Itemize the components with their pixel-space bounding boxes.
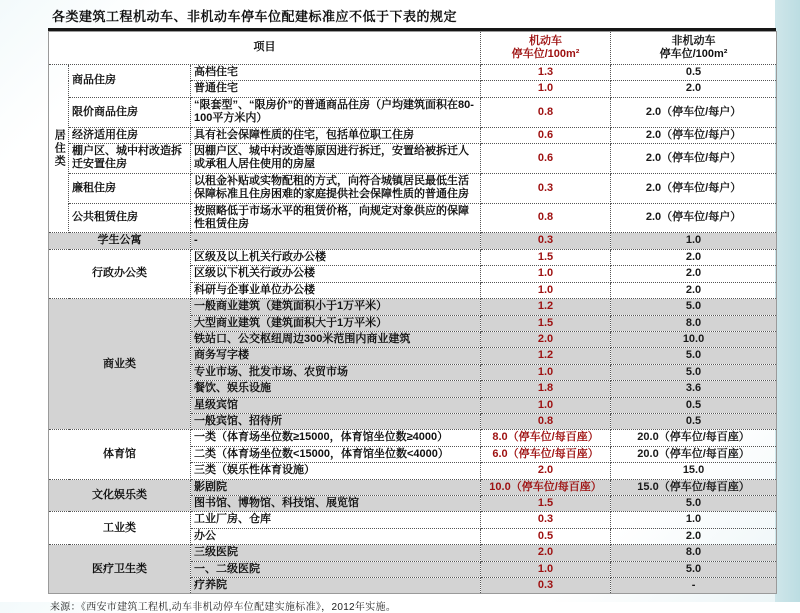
motor-value-cell: 0.6: [481, 144, 611, 174]
nonmotor-value-cell: 5.0: [611, 561, 777, 577]
item-desc-cell: 铁站口、公交枢纽周边300米范围内商业建筑: [191, 331, 481, 347]
motor-value-cell: 0.5: [481, 528, 611, 544]
nonmotor-value-cell: 2.0: [611, 266, 777, 282]
nonmotor-value-cell: 2.0（停车位/每户）: [611, 97, 777, 127]
item-desc-cell: -: [191, 233, 481, 249]
motor-value-cell: 1.2: [481, 299, 611, 315]
item-desc-cell: “限套型”、“限房价”的普通商品住房（户均建筑面积在80-100平方米内）: [191, 97, 481, 127]
nonmotor-value-cell: 1.0: [611, 512, 777, 528]
item-desc-cell: 因棚户区、城中村改造等原因进行拆迁，安置给被拆迁人或承租人居住使用的房屋: [191, 144, 481, 174]
item-desc-cell: 一般商业建筑（建筑面积小于1万平米）: [191, 299, 481, 315]
motor-value-cell: 2.0: [481, 545, 611, 561]
table-header-project: 项目: [49, 32, 481, 65]
nonmotor-value-cell: 5.0: [611, 495, 777, 511]
nonmotor-value-cell: 2.0: [611, 249, 777, 265]
nonmotor-value-cell: 3.6: [611, 381, 777, 397]
item-desc-cell: 区级及以上机关行政办公楼: [191, 249, 481, 265]
item-desc-cell: 图书馆、博物馆、科技馆、展览馆: [191, 495, 481, 511]
table-header-row: [49, 32, 777, 65]
category-cell: 工业类: [49, 512, 191, 545]
category-cell: 体育馆: [49, 430, 191, 479]
table-row: [49, 203, 777, 233]
item-desc-cell: 商务写字楼: [191, 348, 481, 364]
category-cell: 医疗卫生类: [49, 545, 191, 594]
nonmotor-value-cell: 8.0: [611, 315, 777, 331]
nonmotor-value-cell: 2.0（停车位/每户）: [611, 144, 777, 174]
nonmotor-value-cell: 0.5: [611, 65, 777, 81]
item-desc-cell: 星级宾馆: [191, 397, 481, 413]
nonmotor-value-cell: -: [611, 578, 777, 594]
item-desc-cell: 一类（体育场坐位数≥15000，体育馆坐位数≥4000）: [191, 430, 481, 446]
motor-header-title: 机动车: [529, 34, 563, 47]
table-row: [49, 479, 777, 495]
motor-value-cell: 0.3: [481, 512, 611, 528]
motor-value-cell: 1.5: [481, 315, 611, 331]
nonmotor-header-title: 非机动车: [671, 34, 716, 47]
table-row: [49, 65, 777, 81]
table-row: [49, 299, 777, 315]
motor-value-cell: 2.0: [481, 463, 611, 479]
item-desc-cell: 餐饮、娱乐设施: [191, 381, 481, 397]
nonmotor-value-cell: 0.5: [611, 397, 777, 413]
nonmotor-value-cell: 15.0: [611, 463, 777, 479]
item-desc-cell: 二类（体育场坐位数<15000，体育馆坐位数<4000）: [191, 446, 481, 462]
motor-value-cell: 0.8: [481, 97, 611, 127]
motor-value-cell: 1.0: [481, 266, 611, 282]
parking-standards-table: [48, 31, 777, 594]
category-cell: 行政办公类: [49, 249, 191, 298]
item-desc-cell: 专业市场、批发市场、农贸市场: [191, 364, 481, 380]
motor-value-cell: 1.3: [481, 65, 611, 81]
table-row: [49, 430, 777, 446]
category-cell: 学生公寓: [49, 233, 191, 249]
item-desc-cell: 影剧院: [191, 479, 481, 495]
nonmotor-value-cell: 8.0: [611, 545, 777, 561]
nonmotor-value-cell: 0.5: [611, 413, 777, 429]
nonmotor-value-cell: 15.0（停车位/每百座）: [611, 479, 777, 495]
nonmotor-value-cell: 2.0（停车位/每户）: [611, 203, 777, 233]
table-row: [49, 249, 777, 265]
category-cell: 文化娱乐类: [49, 479, 191, 512]
motor-value-cell: 2.0: [481, 331, 611, 347]
table-row: [49, 233, 777, 249]
motor-value-cell: 10.0（停车位/每百座）: [481, 479, 611, 495]
nonmotor-value-cell: 5.0: [611, 299, 777, 315]
table-row: [49, 173, 777, 203]
subcategory-cell: 经济适用住房: [69, 127, 191, 143]
motor-value-cell: 1.5: [481, 249, 611, 265]
nonmotor-header-unit: 停车位/100m²: [659, 48, 728, 60]
item-desc-cell: 具有社会保障性质的住宅，包括单位职工住房: [191, 127, 481, 143]
item-desc-cell: 疗养院: [191, 578, 481, 594]
table-row: [49, 97, 777, 127]
standards-table-body: [49, 65, 777, 594]
nonmotor-value-cell: 20.0（停车位/每百座）: [611, 446, 777, 462]
motor-value-cell: 1.0: [481, 282, 611, 298]
motor-header-unit: 停车位/100m²: [511, 48, 580, 60]
item-desc-cell: 以租金补贴或实物配租的方式，向符合城镇居民最低生活保障标准且住房困难的家庭提供社会保障性质的普通住房: [191, 173, 481, 203]
nonmotor-value-cell: 1.0: [611, 233, 777, 249]
nonmotor-value-cell: 20.0（停车位/每百座）: [611, 430, 777, 446]
motor-value-cell: 1.8: [481, 381, 611, 397]
item-desc-cell: 区级以下机关行政办公楼: [191, 266, 481, 282]
item-desc-cell: 办公: [191, 528, 481, 544]
item-desc-cell: 一般宾馆、招待所: [191, 413, 481, 429]
table-header-motor: [481, 32, 611, 65]
item-desc-cell: 一、二级医院: [191, 561, 481, 577]
motor-value-cell: 0.8: [481, 203, 611, 233]
motor-value-cell: 0.3: [481, 173, 611, 203]
motor-value-cell: 0.3: [481, 578, 611, 594]
subcategory-cell: 公共租赁住房: [69, 203, 191, 233]
category-cell: 商业类: [49, 299, 191, 430]
motor-value-cell: 1.0: [481, 561, 611, 577]
item-desc-cell: 工业厂房、仓库: [191, 512, 481, 528]
nonmotor-value-cell: 10.0: [611, 331, 777, 347]
slide-title: 各类建筑工程机动车、非机动车停车位配建标准应不低于下表的规定: [48, 4, 776, 31]
subcategory-cell: 廉租住房: [69, 173, 191, 203]
item-desc-cell: 普通住宅: [191, 81, 481, 97]
nonmotor-value-cell: 5.0: [611, 364, 777, 380]
table-row: [49, 144, 777, 174]
motor-value-cell: 1.0: [481, 397, 611, 413]
motor-value-cell: 8.0（停车位/每百座）: [481, 430, 611, 446]
nonmotor-value-cell: 5.0: [611, 348, 777, 364]
nonmotor-value-cell: 2.0（停车位/每户）: [611, 173, 777, 203]
subcategory-cell: 限价商品住房: [69, 97, 191, 127]
nonmotor-value-cell: 2.0: [611, 528, 777, 544]
motor-value-cell: 1.0: [481, 81, 611, 97]
motor-value-cell: 1.0: [481, 364, 611, 380]
subcategory-cell: 商品住房: [69, 65, 191, 98]
nonmotor-value-cell: 2.0（停车位/每户）: [611, 127, 777, 143]
item-desc-cell: 高档住宅: [191, 65, 481, 81]
nonmotor-value-cell: 2.0: [611, 81, 777, 97]
motor-value-cell: 0.3: [481, 233, 611, 249]
table-row: [49, 512, 777, 528]
motor-value-cell: 0.6: [481, 127, 611, 143]
item-desc-cell: 按照略低于市场水平的租赁价格，向规定对象供应的保障性租赁住房: [191, 203, 481, 233]
category-cell: 居住类: [49, 65, 69, 233]
motor-value-cell: 6.0（停车位/每百座）: [481, 446, 611, 462]
item-desc-cell: 大型商业建筑（建筑面积大于1万平米）: [191, 315, 481, 331]
subcategory-cell: 棚户区、城中村改造拆迁安置住房: [69, 144, 191, 174]
right-accent-bar: [775, 0, 800, 602]
source-note: 来源：《西安市建筑工程机,动车非机动停车位配建实施标准》，2012年实施。: [50, 602, 397, 613]
item-desc-cell: 科研与企事业单位办公楼: [191, 282, 481, 298]
item-desc-cell: 三类（娱乐性体育设施）: [191, 463, 481, 479]
motor-value-cell: 0.8: [481, 413, 611, 429]
nonmotor-value-cell: 2.0: [611, 282, 777, 298]
slide-content: [48, 4, 776, 613]
motor-value-cell: 1.2: [481, 348, 611, 364]
table-row: [49, 545, 777, 561]
table-header-nonmotor: [611, 32, 777, 65]
table-row: [49, 127, 777, 143]
item-desc-cell: 三级医院: [191, 545, 481, 561]
motor-value-cell: 1.5: [481, 495, 611, 511]
